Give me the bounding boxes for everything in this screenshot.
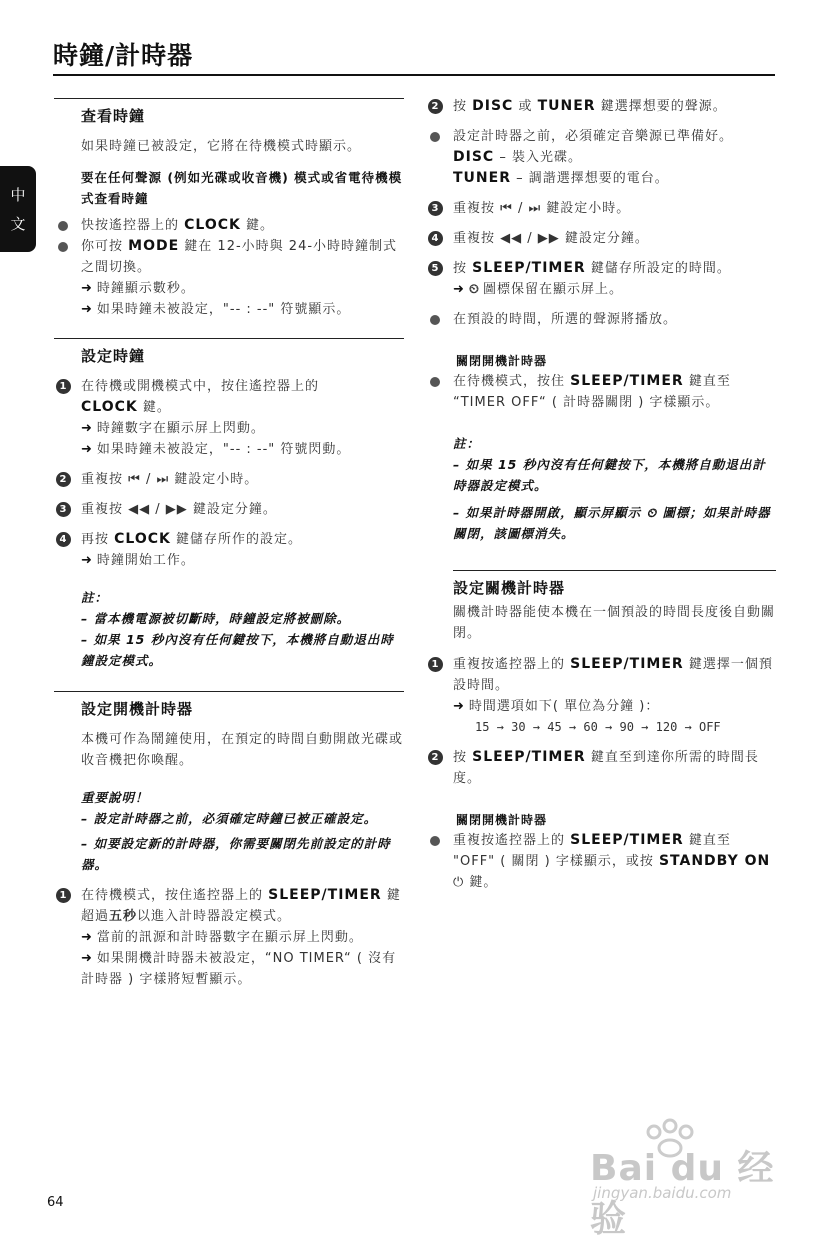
important-line: – 設定計時器之前，必須確定時鐘已被正確設定。 [81,811,378,826]
bullet-icon [58,242,68,252]
text: 按 [453,750,473,765]
bullet-icon [430,132,440,142]
text: 在預設的時間，所選的聲源將播放。 [453,312,678,327]
text: 鍵。 [137,400,171,415]
text: 圖標保留在顯示屏上。 [483,282,624,297]
paragraph: 關機計時器能使本機在一個預設的時間長度後自動關閉。 [453,605,776,641]
arrow-right-icon: ➜ [81,951,93,966]
bullet-item [54,215,404,236]
result-line [81,418,404,439]
text: 如果開機計時器未被設定，“NO TIMER“ ( 沒有計時器 ) 字樣將短暫顯示。 [81,951,397,987]
keyword: STANDBY ON [658,853,771,869]
text: 按 [453,261,473,276]
text: 鍵選擇一個預設時間。 [453,657,773,693]
text: 如果時鐘未被設定，"-- : --" 符號顯示。 [96,302,351,317]
step-number-2-icon: 2 [56,472,71,487]
section-heading: 設定關機計時器 [453,579,566,597]
watermark-main: Bai du 经验 [590,1148,775,1240]
result-line [453,696,776,717]
text: 再按 [81,532,115,547]
keyword: CLOCK [184,217,241,233]
text: 或 [513,99,538,114]
text: – 裝入光碟。 [494,150,582,165]
note-line: – 如果計時器開啟，顯示屏顯示 ⏲ 圖標；如果計時器關閉，該圖標消失。 [453,505,771,541]
keyword: SLEEP/TIMER [268,887,382,903]
step-item [426,96,776,117]
keyword: DISC [472,98,514,114]
bullet-icon [58,221,68,231]
step-number-4-icon: 4 [56,532,71,547]
arrow-right-icon: ➜ [81,421,93,436]
bullet-item [54,236,404,320]
text: 按 [453,99,473,114]
text: 鍵直至到達你所需的時間長度。 [453,750,759,786]
language-tab-char-2: 文 [10,215,26,233]
result-line [81,948,404,990]
left-column [54,98,404,999]
section-set-on-timer [54,691,404,990]
source-line [453,168,776,189]
section-heading: 設定開機計時器 [81,700,194,718]
bullet-item [426,371,776,413]
page-number: 64 [47,1195,64,1210]
source-line [453,147,776,168]
bullet-item [426,309,776,330]
subheading: 關閉開機計時器 [456,354,548,368]
arrow-right-icon: ➜ [81,302,93,317]
keyword: SLEEP/TIMER [570,373,684,389]
keyword: MODE [128,238,180,254]
section-sleep-timer [453,570,776,644]
paragraph: 如果時鐘已被設定，它將在待機模式時顯示。 [81,139,362,154]
arrow-right-icon: ➜ [453,699,465,714]
text: 重複按遙控器上的 [453,833,571,848]
step-item [426,747,776,789]
time-sequence: 15 → 30 → 45 → 60 → 90 → 120 → OFF [475,720,721,734]
step-item [54,529,404,571]
step-number-1-icon: 1 [428,657,443,672]
section-heading: 查看時鐘 [81,107,146,125]
bullet-item [426,126,776,189]
step-item [426,228,776,249]
text: 鍵選擇想要的聲源。 [595,99,727,114]
paragraph: 本機可作為鬧鐘使用，在預定的時間自動開啟光碟或收音機把你喚醒。 [81,732,404,768]
bullet-icon [430,377,440,387]
arrow-right-icon: ➜ [81,281,93,296]
text: 鍵直至 "OFF" ( 關閉 ) 字樣顯示，或按 [453,833,731,869]
right-column [426,96,776,902]
step-number-3-icon: 3 [428,201,443,216]
subheading: 關閉開機計時器 [456,813,548,827]
text: 快按遙控器上的 [81,218,185,233]
page-title: 時鐘/計時器 [53,41,194,70]
text: 時鐘數字在顯示屏上閃動。 [96,421,265,436]
emphasis: 五秒 [109,909,138,924]
text: 鍵直至 “TIMER OFF“ ( 計時器關閉 ) 字樣顯示。 [453,374,731,410]
text: 鍵儲存所作的設定。 [170,532,303,547]
timer-icon: ⏲ [468,282,481,297]
keyword: CLOCK [114,531,171,547]
keyword: DISC [453,149,495,165]
note-line: – 如果 15 秒內沒有任何鍵按下，本機將自動退出計時器設定模式。 [453,457,766,493]
step-item [426,258,776,300]
bullet-item [426,830,776,893]
keyword: CLOCK [81,399,138,415]
text: 重複按 ◀◀ / ▶▶ 鍵設定分鐘。 [453,231,649,246]
result-line [81,299,404,320]
note-line: – 當本機電源被切斷時，時鐘設定將被刪除。 [81,611,351,626]
step-item [54,885,404,990]
step-number-1-icon: 1 [56,379,71,394]
text: – 調諧選擇想要的電台。 [510,171,669,186]
result-line [81,278,404,299]
text: 在待機模式，按住遙控器上的 [81,888,269,903]
text: 如果時鐘未被設定，"-- : --" 符號閃動。 [96,442,351,457]
result-line [81,550,404,571]
step-number-5-icon: 5 [428,261,443,276]
important-line: – 如要設定新的計時器，你需要關閉先前設定的計時器。 [81,836,391,872]
text: 設定計時器之前，必須確定音樂源已準備好。 [453,129,734,144]
bold-lead: 要在任何聲源 (例如光碟或收音機) 模式或省電待機模式查看時鐘 [81,170,403,206]
keyword: SLEEP/TIMER [570,656,684,672]
result-line [81,439,404,460]
text: 鍵超過 [81,888,401,924]
watermark [585,1118,785,1240]
text: ⏻ 鍵。 [453,875,498,890]
text: 重複按 ⏮ / ⏭ 鍵設定小時。 [453,201,631,216]
section-view-clock [54,98,404,320]
step-item [426,198,776,219]
step-item [54,469,404,490]
step-item [54,499,404,520]
step-number-2-icon: 2 [428,750,443,765]
keyword: TUNER [453,170,511,186]
language-tab-char-1: 中 [10,186,26,204]
step-number-4-icon: 4 [428,231,443,246]
step-number-2-icon: 2 [428,99,443,114]
keyword: SLEEP/TIMER [472,260,586,276]
text: 在待機模式，按住 [453,374,571,389]
important-label: 重要說明！ [81,790,149,805]
title-rule [53,74,775,76]
keyword: TUNER [537,98,596,114]
step-item [54,376,404,460]
arrow-right-icon: ➜ [81,553,93,568]
text: 以進入計時器設定模式。 [137,909,292,924]
keyword: SLEEP/TIMER [570,832,684,848]
text: 重複按 ⏮ / ⏭ 鍵設定小時。 [81,472,259,487]
note-label: 註： [453,436,481,451]
section-heading: 設定時鐘 [81,347,146,365]
language-tab [0,166,36,252]
note-label: 註： [81,590,109,605]
text: 在待機或開機模式中，按住遙控器上的 [81,379,320,394]
text: 重複按 ◀◀ / ▶▶ 鍵設定分鐘。 [81,502,277,517]
text: 時鐘顯示數秒。 [96,281,195,296]
arrow-right-icon: ➜ [81,442,93,457]
result-line [453,279,776,300]
step-number-3-icon: 3 [56,502,71,517]
watermark-url: jingyan.baidu.com [593,1184,732,1202]
section-set-clock [54,338,404,671]
arrow-right-icon: ➜ [453,282,465,297]
text: 當前的訊源和計時器數字在顯示屏上閃動。 [96,930,363,945]
step-number-1-icon: 1 [56,888,71,903]
text: 時間選項如下( 單位為分鐘 )： [468,699,660,714]
arrow-right-icon: ➜ [81,930,93,945]
text: 鍵在 12-小時與 24-小時時鐘制式之間切換。 [81,239,398,275]
note-line: – 如果 15 秒內沒有任何鍵按下，本機將自動退出時鐘設定模式。 [81,632,394,668]
text: 鍵儲存所設定的時間。 [585,261,731,276]
bullet-icon [430,315,440,325]
text: 鍵。 [240,218,275,233]
step-item [426,654,776,738]
bullet-icon [430,836,440,846]
text: 重複按遙控器上的 [453,657,571,672]
text: 時鐘開始工作。 [96,553,195,568]
result-line [81,927,404,948]
keyword: SLEEP/TIMER [472,749,586,765]
text: 你可按 [81,239,129,254]
